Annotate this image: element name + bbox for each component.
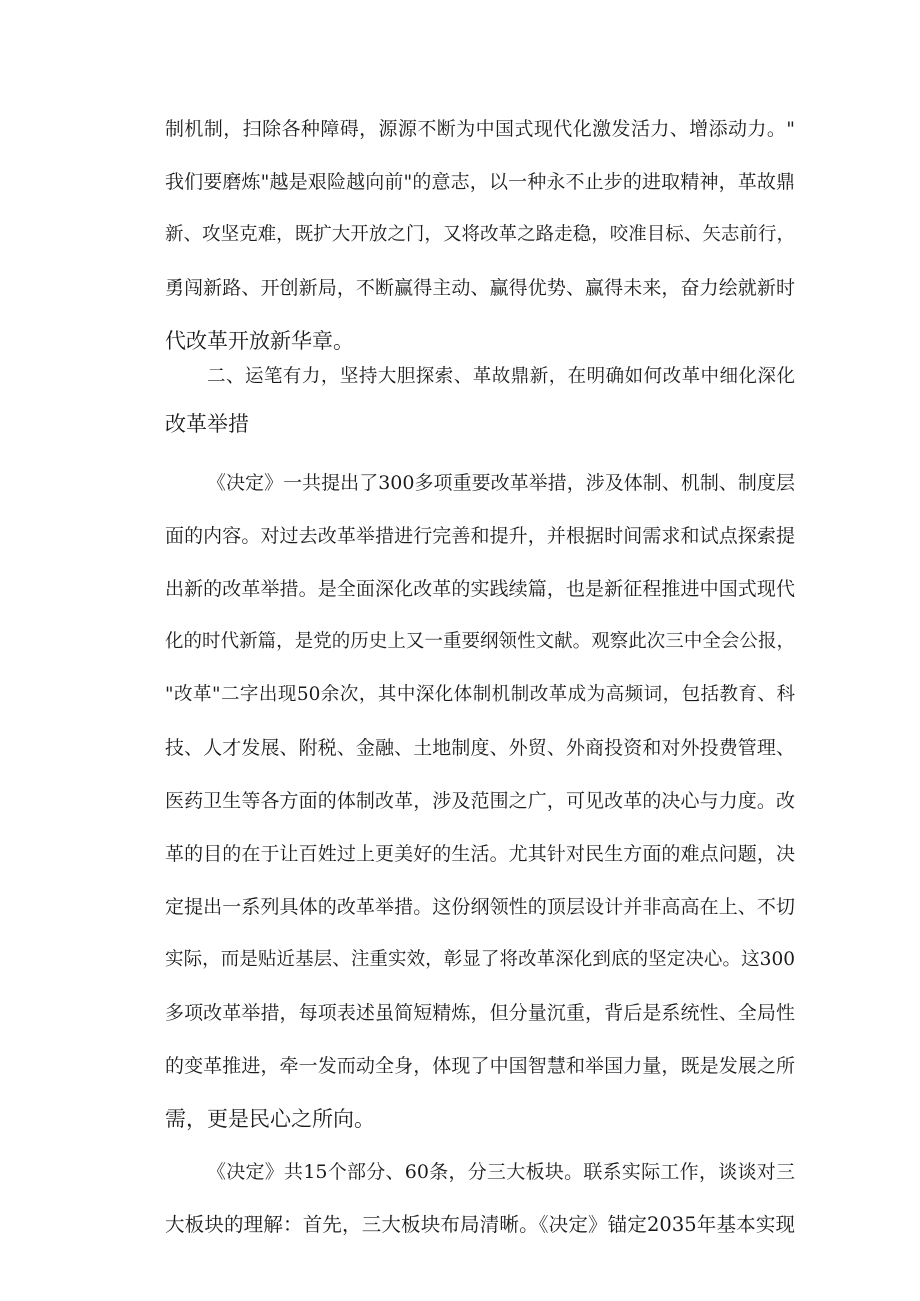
section-heading-line: 改革举措: [165, 412, 249, 436]
text-line: 医药卫生等各方面的体制改革，涉及范围之广，可见改革的决心与力度。改: [165, 790, 795, 812]
text-line: 化的时代新篇，是党的历史上又一重要纲领性文献。观察此次三中全会公报，: [165, 631, 795, 652]
text-line: 我们要磨炼"越是艰险越向前"的意志，以一种永不止步的进取精神，革故鼎: [165, 171, 795, 193]
text-line: 勇闯新路、开创新局，不断赢得主动、赢得优势、赢得未来，奋力绘就新时: [165, 277, 795, 299]
text-line: 大板块的理解：首先，三大板块布局清晰。《决定》锚定2035年基本实现: [165, 1213, 795, 1236]
text-line: 面的内容。对过去改革举措进行完善和提升，并根据时间需求和试点探索提: [165, 525, 795, 547]
text-line: 革的目的在于让百姓过上更美好的生活。尤其针对民生方面的难点问题，决: [165, 843, 795, 865]
text-line: 多项改革举措，每项表述虽简短精炼，但分量沉重，背后是系统性、全局性: [165, 1002, 795, 1024]
text-line: 新、攻坚克难，既扩大开放之门，又将改革之路走稳，咬准目标、矢志前行，: [165, 224, 795, 245]
text-line: 制机制，扫除各种障碍，源源不断为中国式现代化激发活力、增添动力。": [165, 118, 795, 140]
text-line: 实际，而是贴近基层、注重实效，彰显了将改革深化到底的坚定决心。这300: [165, 949, 795, 970]
text-line: 《决定》共15个部分、60条，分三大板块。联系实际工作，谈谈对三: [207, 1161, 795, 1183]
text-line: "改革"二字出现50余次，其中深化体制机制改革成为高频词，包括教育、科: [165, 684, 795, 705]
text-line: 需，更是民心之所向。: [165, 1107, 375, 1131]
text-line: 技、人才发展、附税、金融、土地制度、外贸、外商投资和对外投费管理、: [165, 737, 795, 759]
text-line: 定提出一系列具体的改革举措。这份纲领性的顶层设计并非高高在上、不切: [165, 896, 795, 918]
text-line: 代改革开放新华章。: [165, 329, 354, 353]
section-heading-line: 二、运笔有力，坚持大胆探索、革故鼎新，在明确如何改革中细化深化: [207, 366, 795, 387]
text-line: 的变革推进，牵一发而动全身，体现了中国智慧和举国力量，既是发展之所: [165, 1055, 795, 1077]
text-line: 出新的改革举措。是全面深化改革的实践续篇，也是新征程推进中国式现代: [165, 578, 795, 600]
text-line: 《决定》一共提出了300多项重要改革举措，涉及体制、机制、制度层: [207, 472, 795, 494]
